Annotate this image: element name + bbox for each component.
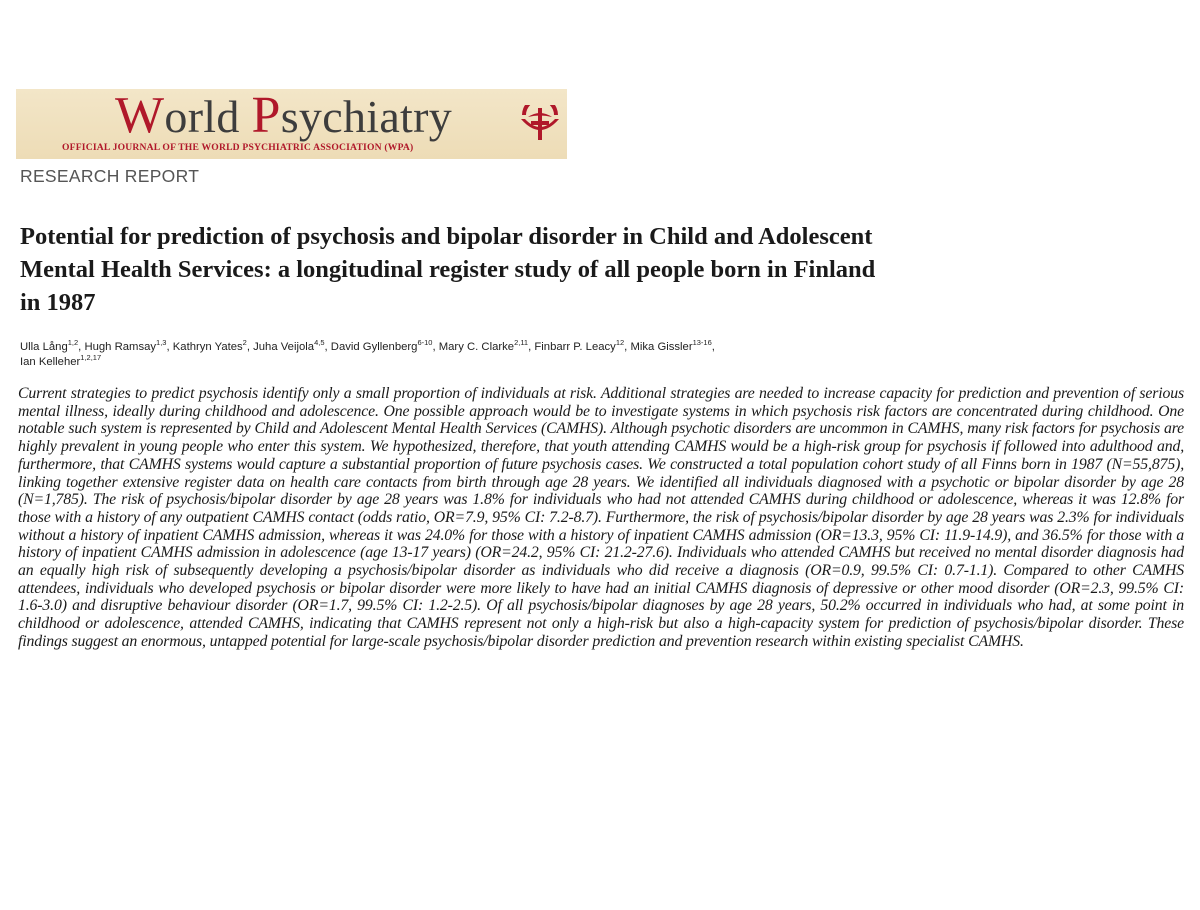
author-affiliation: 2,11 (514, 338, 529, 347)
author-name: Hugh Ramsay (84, 341, 157, 353)
author-affiliation: 12 (615, 338, 625, 347)
author-list: Ulla Lång$^{1,2}$, Hugh Ramsay$^{1,3}$, Kathryn Yates$^2$, Juha Veijola$^{4,5}$, David Gyllenberg$^{6-10}$, Mary C. Clarke$^{2,11}$, Finbarr P. Leacy$^{12}$, Mika Gissler$^{13-16}$, Ian Kelleher$^{1,2,17}$ (20, 338, 715, 368)
author-affiliation: 1,3 (156, 338, 167, 347)
journal-name (115, 87, 453, 144)
author (534, 338, 625, 353)
author-name: Mary C. Clarke (438, 341, 515, 353)
journal-name-part-1: orld (164, 91, 252, 142)
author-affiliation: 1,2,17 (80, 353, 102, 362)
author (20, 353, 102, 368)
abstract: Current strategies to predict psychosis identify only a small proportion of individuals at risk. Additional strategies are needed to increase capacity for prediction and prevention of serious mental illness, ideally during childhood and adolescence. One possible approach would be to investigate systems in which psychosis risk factors are concentrated during childhood. One notable such system is represented by Child and Adolescent Mental Health Services (CAMHS). Although psychotic disorders are uncommon in CAMHS, many risk factors for psychosis are highly prevalent in young people who enter this system. We hypothesized, therefore, that youth attending CAMHS would be a high-risk group for psychosis if followed into adulthood and, furthermore, that CAMHS systems would capture a substantial proportion of future psychosis cases. We constructed a total population cohort study of all Finns born in 1987 (N=55,875), linking together extensive register data on health care contacts from birth through age 28 years. We identified all individuals diagnosed with a psychotic or bipolar disorder by age 28 (N=1,785). The risk of psychosis/bipolar disorder by age 28 years was 1.8% for individuals who had not attended CAMHS during childhood or adolescence, whereas it was 12.8% for those with a history of any outpatient CAMHS contact (odds ratio, OR=7.9, 95% CI: 7.2-8.7). Furthermore, the risk of psychosis/bipolar disorder by age 28 years was 2.3% for individuals without a history of inpatient CAMHS admission, whereas it was 24.0% for those with a history of inpatient CAMHS admission (OR=13.3, 95% CI: 11.9-14.9), and 36.5% for those with a history of inpatient CAMHS admission in adolescence (age 13-17 years) (OR=24.2, 95% CI: 21.2-27.6). Individuals who attended CAMHS but received no mental disorder diagnosis had an equally high risk of subsequently developing a psychosis/bipolar disorder as individuals who did receive a diagnosis (OR=0.9, 99.5% CI: 0.7-1.1). Compared to other CAMHS attendees, individuals who developed psychosis or bipolar disorder were more likely to have had an initial CAMHS diagnosis of depressive or other mood disorder (OR=2.3, 99.5% CI: 1.6-3.0) and disruptive behaviour disorder (OR=1.7, 99.5% CI: 1.2-2.5). Of all psychosis/bipolar diagnoses by age 28 years, 50.2% occurred in individuals who had, at some point in childhood or adolescence, attended CAMHS, indicating that CAMHS represent not only a high-risk but also a high-capacity system for prediction of psychosis/bipolar disorder. These findings suggest an enormous, untapped potential for large-scale psychosis/bipolar disorder prediction and prevention research within existing specialist CAMHS. (18, 385, 1184, 650)
journal-name-initial-p: P (251, 87, 281, 144)
journal-subtitle: OFFICIAL JOURNAL OF THE WORLD PSYCHIATRIC ASSOCIATION (WPA) (62, 142, 414, 153)
author-name: Juha Veijola (253, 341, 315, 353)
author-name: Ian Kelleher (20, 356, 81, 368)
author (20, 338, 79, 353)
author-name: David Gyllenberg (330, 341, 418, 353)
journal-name-part-2: sychiatry (280, 91, 453, 142)
author-affiliation: 4,5 (314, 338, 325, 347)
author (438, 338, 529, 353)
article-title: Potential for prediction of psychosis and bipolar disorder in Child and Adolescent Mental Health Services: a longitudinal register study of all people born in Finland in 1987 (20, 223, 876, 316)
wpa-emblem-icon (519, 105, 561, 141)
author-affiliation: 1,2 (67, 338, 79, 347)
author-name: Ulla Lång (20, 341, 68, 353)
journal-name-initial-w: W (115, 87, 165, 144)
author-name: Mika Gissler (630, 341, 693, 353)
section-label: RESEARCH REPORT (20, 166, 200, 186)
author-name: Kathryn Yates (172, 341, 243, 353)
author-affiliation: 13-16 (692, 338, 712, 347)
author (84, 338, 167, 353)
author (630, 338, 712, 353)
author-affiliation: 6-10 (417, 338, 433, 347)
author (172, 338, 247, 353)
author (330, 338, 433, 353)
author (253, 338, 325, 353)
author-name: Finbarr P. Leacy (534, 341, 616, 353)
journal-masthead (16, 89, 567, 159)
author-affiliation: 2 (242, 338, 247, 347)
